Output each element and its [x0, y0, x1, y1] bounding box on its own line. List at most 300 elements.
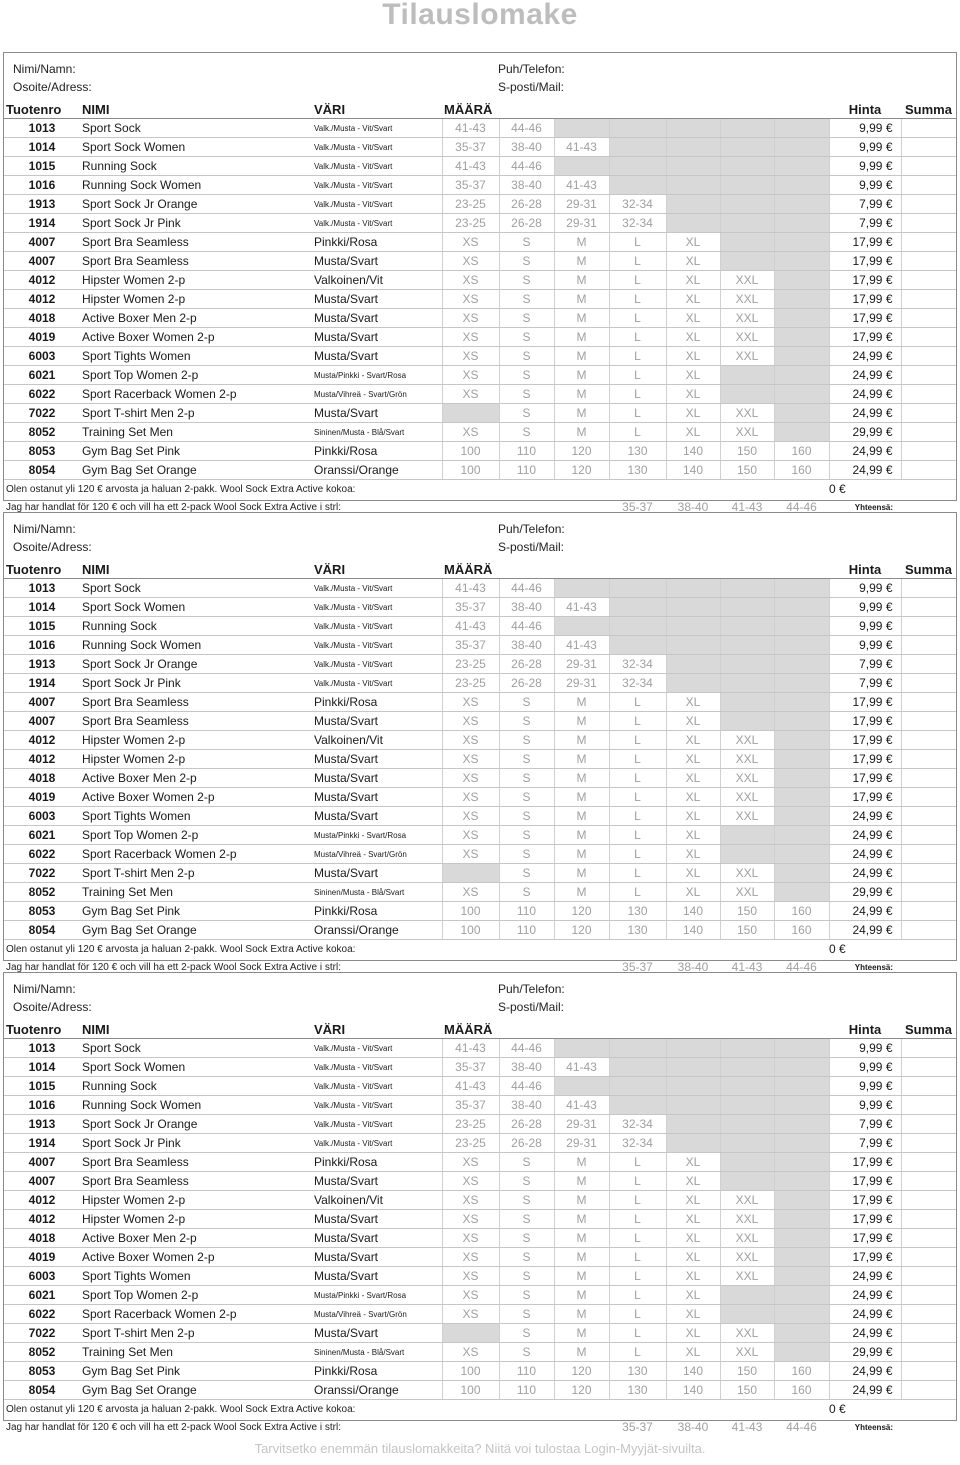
size-qty-cell[interactable]: XL: [666, 328, 720, 347]
size-qty-cell[interactable]: S: [499, 864, 554, 883]
product-sum-field[interactable]: [901, 404, 956, 423]
product-sum-field[interactable]: [901, 598, 956, 617]
size-qty-cell[interactable]: XL: [666, 1172, 720, 1191]
size-qty-cell[interactable]: 140: [666, 1381, 720, 1400]
product-sum-field[interactable]: [901, 423, 956, 442]
size-qty-cell[interactable]: XS: [442, 252, 499, 271]
product-sum-field[interactable]: [901, 693, 956, 712]
product-sum-field[interactable]: [901, 655, 956, 674]
size-qty-cell[interactable]: S: [499, 385, 554, 404]
wool-sock-size-option[interactable]: 41-43: [731, 499, 763, 514]
size-qty-cell[interactable]: XXL: [720, 807, 774, 826]
size-qty-cell[interactable]: L: [609, 712, 666, 731]
size-qty-cell[interactable]: 41-43: [442, 1077, 499, 1096]
size-qty-cell[interactable]: S: [499, 1324, 554, 1343]
product-sum-field[interactable]: [901, 1267, 956, 1286]
size-qty-cell[interactable]: M: [554, 769, 609, 788]
product-sum-field[interactable]: [901, 157, 956, 176]
size-qty-cell[interactable]: M: [554, 1305, 609, 1324]
size-qty-cell[interactable]: XS: [442, 1172, 499, 1191]
size-qty-cell[interactable]: 140: [666, 921, 720, 940]
size-qty-cell[interactable]: XL: [666, 1267, 720, 1286]
size-qty-cell[interactable]: XS: [442, 366, 499, 385]
size-qty-cell[interactable]: 100: [442, 461, 499, 480]
size-qty-cell[interactable]: XL: [666, 845, 720, 864]
size-qty-cell[interactable]: 160: [774, 1362, 829, 1381]
size-qty-cell[interactable]: M: [554, 1153, 609, 1172]
size-qty-cell[interactable]: 23-25: [442, 214, 499, 233]
product-sum-field[interactable]: [901, 290, 956, 309]
size-qty-cell[interactable]: XL: [666, 769, 720, 788]
size-qty-cell[interactable]: S: [499, 328, 554, 347]
size-qty-cell[interactable]: 41-43: [554, 1096, 609, 1115]
size-qty-cell[interactable]: 23-25: [442, 195, 499, 214]
size-qty-cell[interactable]: 130: [609, 442, 666, 461]
size-qty-cell[interactable]: XL: [666, 883, 720, 902]
size-qty-cell[interactable]: 140: [666, 442, 720, 461]
size-qty-cell[interactable]: XS: [442, 750, 499, 769]
size-qty-cell[interactable]: L: [609, 1286, 666, 1305]
product-sum-field[interactable]: [901, 845, 956, 864]
size-qty-cell[interactable]: S: [499, 271, 554, 290]
size-qty-cell[interactable]: 23-25: [442, 1115, 499, 1134]
size-qty-cell[interactable]: 35-37: [442, 636, 499, 655]
size-qty-cell[interactable]: L: [609, 1343, 666, 1362]
size-qty-cell[interactable]: 32-34: [609, 214, 666, 233]
size-qty-cell[interactable]: XL: [666, 1324, 720, 1343]
size-qty-cell[interactable]: XL: [666, 1210, 720, 1229]
size-qty-cell[interactable]: XL: [666, 290, 720, 309]
wool-sock-size-option[interactable]: 41-43: [731, 1419, 763, 1434]
size-qty-cell[interactable]: 150: [720, 1362, 774, 1381]
size-qty-cell[interactable]: XS: [442, 1210, 499, 1229]
size-qty-cell[interactable]: XS: [442, 1343, 499, 1362]
product-sum-field[interactable]: [901, 1286, 956, 1305]
size-qty-cell[interactable]: S: [499, 788, 554, 807]
wool-sock-size-option[interactable]: 44-46: [786, 1419, 817, 1434]
size-qty-cell[interactable]: L: [609, 1153, 666, 1172]
size-qty-cell[interactable]: 23-25: [442, 1134, 499, 1153]
size-qty-cell[interactable]: XS: [442, 271, 499, 290]
size-qty-cell[interactable]: L: [609, 1229, 666, 1248]
size-qty-cell[interactable]: S: [499, 750, 554, 769]
size-qty-cell[interactable]: 26-28: [499, 1134, 554, 1153]
size-qty-cell[interactable]: XS: [442, 769, 499, 788]
size-qty-cell[interactable]: L: [609, 1267, 666, 1286]
size-qty-cell[interactable]: 160: [774, 902, 829, 921]
product-sum-field[interactable]: [901, 807, 956, 826]
size-qty-cell[interactable]: L: [609, 1324, 666, 1343]
size-qty-cell[interactable]: L: [609, 1305, 666, 1324]
size-qty-cell[interactable]: XXL: [720, 1343, 774, 1362]
size-qty-cell[interactable]: 23-25: [442, 674, 499, 693]
size-qty-cell[interactable]: XXL: [720, 1210, 774, 1229]
product-sum-field[interactable]: [901, 385, 956, 404]
size-qty-cell[interactable]: 130: [609, 902, 666, 921]
size-qty-cell[interactable]: M: [554, 385, 609, 404]
size-qty-cell[interactable]: XXL: [720, 271, 774, 290]
product-sum-field[interactable]: [901, 636, 956, 655]
size-qty-cell[interactable]: 140: [666, 461, 720, 480]
size-qty-cell[interactable]: 140: [666, 902, 720, 921]
wool-sock-size-option[interactable]: 35-37: [622, 1419, 653, 1434]
size-qty-cell[interactable]: L: [609, 693, 666, 712]
product-sum-field[interactable]: [901, 328, 956, 347]
size-qty-cell[interactable]: S: [499, 1267, 554, 1286]
size-qty-cell[interactable]: S: [499, 1343, 554, 1362]
size-qty-cell[interactable]: M: [554, 252, 609, 271]
size-qty-cell[interactable]: 44-46: [499, 1039, 554, 1058]
size-qty-cell[interactable]: 100: [442, 442, 499, 461]
wool-sock-size-option[interactable]: 44-46: [786, 959, 817, 974]
size-qty-cell[interactable]: M: [554, 1267, 609, 1286]
product-sum-field[interactable]: [901, 1248, 956, 1267]
size-qty-cell[interactable]: 44-46: [499, 579, 554, 598]
size-qty-cell[interactable]: M: [554, 1343, 609, 1362]
size-qty-cell[interactable]: XXL: [720, 309, 774, 328]
size-qty-cell[interactable]: XL: [666, 750, 720, 769]
size-qty-cell[interactable]: 41-43: [554, 636, 609, 655]
size-qty-cell[interactable]: XS: [442, 290, 499, 309]
size-qty-cell[interactable]: XL: [666, 712, 720, 731]
size-qty-cell[interactable]: 26-28: [499, 214, 554, 233]
size-qty-cell[interactable]: 140: [666, 1362, 720, 1381]
size-qty-cell[interactable]: 160: [774, 442, 829, 461]
size-qty-cell[interactable]: M: [554, 347, 609, 366]
size-qty-cell[interactable]: L: [609, 1248, 666, 1267]
size-qty-cell[interactable]: 120: [554, 902, 609, 921]
size-qty-cell[interactable]: M: [554, 423, 609, 442]
product-sum-field[interactable]: [901, 1039, 956, 1058]
wool-sock-size-option[interactable]: 35-37: [622, 959, 653, 974]
size-qty-cell[interactable]: 38-40: [499, 598, 554, 617]
size-qty-cell[interactable]: 41-43: [554, 138, 609, 157]
size-qty-cell[interactable]: M: [554, 1286, 609, 1305]
size-qty-cell[interactable]: L: [609, 1210, 666, 1229]
wool-sock-size-option[interactable]: 35-37: [622, 499, 653, 514]
size-qty-cell[interactable]: 38-40: [499, 176, 554, 195]
product-sum-field[interactable]: [901, 1096, 956, 1115]
size-qty-cell[interactable]: 29-31: [554, 655, 609, 674]
size-qty-cell[interactable]: S: [499, 845, 554, 864]
product-sum-field[interactable]: [901, 1077, 956, 1096]
size-qty-cell[interactable]: L: [609, 769, 666, 788]
size-qty-cell[interactable]: S: [499, 366, 554, 385]
wool-sock-size-option[interactable]: 41-43: [731, 959, 763, 974]
size-qty-cell[interactable]: 38-40: [499, 1096, 554, 1115]
size-qty-cell[interactable]: M: [554, 233, 609, 252]
size-qty-cell[interactable]: M: [554, 883, 609, 902]
product-sum-field[interactable]: [901, 1058, 956, 1077]
size-qty-cell[interactable]: S: [499, 1153, 554, 1172]
size-qty-cell[interactable]: L: [609, 423, 666, 442]
size-qty-cell[interactable]: S: [499, 423, 554, 442]
size-qty-cell[interactable]: 160: [774, 1381, 829, 1400]
size-qty-cell[interactable]: L: [609, 233, 666, 252]
product-sum-field[interactable]: [901, 195, 956, 214]
size-qty-cell[interactable]: XXL: [720, 864, 774, 883]
size-qty-cell[interactable]: 26-28: [499, 195, 554, 214]
size-qty-cell[interactable]: S: [499, 883, 554, 902]
size-qty-cell[interactable]: L: [609, 788, 666, 807]
size-qty-cell[interactable]: XL: [666, 366, 720, 385]
size-qty-cell[interactable]: 100: [442, 902, 499, 921]
size-qty-cell[interactable]: XXL: [720, 1267, 774, 1286]
size-qty-cell[interactable]: M: [554, 788, 609, 807]
size-qty-cell[interactable]: 41-43: [442, 617, 499, 636]
size-qty-cell[interactable]: S: [499, 1172, 554, 1191]
size-qty-cell[interactable]: 110: [499, 461, 554, 480]
size-qty-cell[interactable]: L: [609, 807, 666, 826]
size-qty-cell[interactable]: M: [554, 1248, 609, 1267]
size-qty-cell[interactable]: 35-37: [442, 138, 499, 157]
size-qty-cell[interactable]: 35-37: [442, 1058, 499, 1077]
size-qty-cell[interactable]: 29-31: [554, 1115, 609, 1134]
size-qty-cell[interactable]: XL: [666, 693, 720, 712]
size-qty-cell[interactable]: XXL: [720, 788, 774, 807]
size-qty-cell[interactable]: 130: [609, 461, 666, 480]
size-qty-cell[interactable]: 38-40: [499, 636, 554, 655]
size-qty-cell[interactable]: 130: [609, 1362, 666, 1381]
size-qty-cell[interactable]: M: [554, 1172, 609, 1191]
size-qty-cell[interactable]: S: [499, 309, 554, 328]
size-qty-cell[interactable]: XXL: [720, 1229, 774, 1248]
product-sum-field[interactable]: [901, 674, 956, 693]
size-qty-cell[interactable]: S: [499, 1229, 554, 1248]
size-qty-cell[interactable]: XL: [666, 423, 720, 442]
size-qty-cell[interactable]: XL: [666, 788, 720, 807]
size-qty-cell[interactable]: 110: [499, 902, 554, 921]
size-qty-cell[interactable]: XXL: [720, 750, 774, 769]
size-qty-cell[interactable]: XS: [442, 807, 499, 826]
size-qty-cell[interactable]: 100: [442, 921, 499, 940]
size-qty-cell[interactable]: L: [609, 366, 666, 385]
size-qty-cell[interactable]: M: [554, 271, 609, 290]
size-qty-cell[interactable]: S: [499, 404, 554, 423]
size-qty-cell[interactable]: XS: [442, 788, 499, 807]
size-qty-cell[interactable]: S: [499, 290, 554, 309]
size-qty-cell[interactable]: M: [554, 731, 609, 750]
size-qty-cell[interactable]: XXL: [720, 769, 774, 788]
size-qty-cell[interactable]: 29-31: [554, 674, 609, 693]
product-sum-field[interactable]: [901, 1305, 956, 1324]
product-sum-field[interactable]: [901, 271, 956, 290]
size-qty-cell[interactable]: XL: [666, 826, 720, 845]
size-qty-cell[interactable]: M: [554, 1324, 609, 1343]
size-qty-cell[interactable]: S: [499, 1305, 554, 1324]
size-qty-cell[interactable]: 41-43: [554, 598, 609, 617]
size-qty-cell[interactable]: XL: [666, 1248, 720, 1267]
size-qty-cell[interactable]: XS: [442, 693, 499, 712]
product-sum-field[interactable]: [901, 347, 956, 366]
size-qty-cell[interactable]: S: [499, 731, 554, 750]
size-qty-cell[interactable]: XXL: [720, 1324, 774, 1343]
size-qty-cell[interactable]: 110: [499, 1362, 554, 1381]
product-sum-field[interactable]: [901, 826, 956, 845]
size-qty-cell[interactable]: L: [609, 404, 666, 423]
size-qty-cell[interactable]: 110: [499, 442, 554, 461]
size-qty-cell[interactable]: S: [499, 1210, 554, 1229]
size-qty-cell[interactable]: XS: [442, 328, 499, 347]
product-sum-field[interactable]: [901, 883, 956, 902]
size-qty-cell[interactable]: XS: [442, 826, 499, 845]
product-sum-field[interactable]: [901, 1324, 956, 1343]
wool-sock-size-option[interactable]: 44-46: [786, 499, 817, 514]
size-qty-cell[interactable]: XL: [666, 1229, 720, 1248]
size-qty-cell[interactable]: XL: [666, 1343, 720, 1362]
size-qty-cell[interactable]: XL: [666, 271, 720, 290]
size-qty-cell[interactable]: L: [609, 750, 666, 769]
product-sum-field[interactable]: [901, 617, 956, 636]
size-qty-cell[interactable]: 35-37: [442, 1096, 499, 1115]
product-sum-field[interactable]: [901, 579, 956, 598]
size-qty-cell[interactable]: XXL: [720, 1191, 774, 1210]
size-qty-cell[interactable]: 29-31: [554, 214, 609, 233]
size-qty-cell[interactable]: 23-25: [442, 655, 499, 674]
size-qty-cell[interactable]: S: [499, 712, 554, 731]
size-qty-cell[interactable]: S: [499, 807, 554, 826]
size-qty-cell[interactable]: L: [609, 347, 666, 366]
product-sum-field[interactable]: [901, 176, 956, 195]
size-qty-cell[interactable]: 41-43: [442, 119, 499, 138]
product-sum-field[interactable]: [901, 1134, 956, 1153]
product-sum-field[interactable]: [901, 1362, 956, 1381]
size-qty-cell[interactable]: 150: [720, 442, 774, 461]
size-qty-cell[interactable]: L: [609, 290, 666, 309]
size-qty-cell[interactable]: XS: [442, 845, 499, 864]
size-qty-cell[interactable]: M: [554, 1191, 609, 1210]
size-qty-cell[interactable]: L: [609, 864, 666, 883]
product-sum-field[interactable]: [901, 731, 956, 750]
size-qty-cell[interactable]: XL: [666, 1305, 720, 1324]
size-qty-cell[interactable]: XL: [666, 385, 720, 404]
size-qty-cell[interactable]: 35-37: [442, 176, 499, 195]
product-sum-field[interactable]: [901, 1210, 956, 1229]
size-qty-cell[interactable]: M: [554, 1229, 609, 1248]
product-sum-field[interactable]: [901, 233, 956, 252]
size-qty-cell[interactable]: L: [609, 1172, 666, 1191]
size-qty-cell[interactable]: XL: [666, 1153, 720, 1172]
size-qty-cell[interactable]: L: [609, 271, 666, 290]
size-qty-cell[interactable]: XS: [442, 731, 499, 750]
product-sum-field[interactable]: [901, 902, 956, 921]
size-qty-cell[interactable]: M: [554, 845, 609, 864]
wool-sock-size-option[interactable]: 38-40: [677, 959, 709, 974]
size-qty-cell[interactable]: 130: [609, 1381, 666, 1400]
size-qty-cell[interactable]: 41-43: [442, 157, 499, 176]
size-qty-cell[interactable]: XXL: [720, 404, 774, 423]
product-sum-field[interactable]: [901, 138, 956, 157]
product-sum-field[interactable]: [901, 119, 956, 138]
size-qty-cell[interactable]: 110: [499, 1381, 554, 1400]
size-qty-cell[interactable]: L: [609, 731, 666, 750]
size-qty-cell[interactable]: S: [499, 826, 554, 845]
size-qty-cell[interactable]: 35-37: [442, 598, 499, 617]
size-qty-cell[interactable]: L: [609, 385, 666, 404]
product-sum-field[interactable]: [901, 214, 956, 233]
size-qty-cell[interactable]: XXL: [720, 423, 774, 442]
size-qty-cell[interactable]: 120: [554, 1362, 609, 1381]
size-qty-cell[interactable]: XS: [442, 1267, 499, 1286]
size-qty-cell[interactable]: 44-46: [499, 617, 554, 636]
size-qty-cell[interactable]: 150: [720, 461, 774, 480]
size-qty-cell[interactable]: M: [554, 290, 609, 309]
size-qty-cell[interactable]: 130: [609, 921, 666, 940]
size-qty-cell[interactable]: 32-34: [609, 655, 666, 674]
size-qty-cell[interactable]: 160: [774, 461, 829, 480]
size-qty-cell[interactable]: 44-46: [499, 119, 554, 138]
size-qty-cell[interactable]: XXL: [720, 883, 774, 902]
size-qty-cell[interactable]: XL: [666, 252, 720, 271]
size-qty-cell[interactable]: XS: [442, 1153, 499, 1172]
size-qty-cell[interactable]: L: [609, 1191, 666, 1210]
size-qty-cell[interactable]: S: [499, 693, 554, 712]
size-qty-cell[interactable]: 41-43: [554, 176, 609, 195]
size-qty-cell[interactable]: M: [554, 328, 609, 347]
size-qty-cell[interactable]: 120: [554, 1381, 609, 1400]
size-qty-cell[interactable]: S: [499, 1286, 554, 1305]
size-qty-cell[interactable]: M: [554, 750, 609, 769]
size-qty-cell[interactable]: L: [609, 845, 666, 864]
size-qty-cell[interactable]: L: [609, 328, 666, 347]
size-qty-cell[interactable]: S: [499, 347, 554, 366]
size-qty-cell[interactable]: XS: [442, 309, 499, 328]
size-qty-cell[interactable]: 32-34: [609, 195, 666, 214]
size-qty-cell[interactable]: M: [554, 693, 609, 712]
wool-sock-size-option[interactable]: 38-40: [677, 1419, 709, 1434]
size-qty-cell[interactable]: L: [609, 252, 666, 271]
size-qty-cell[interactable]: XXL: [720, 347, 774, 366]
size-qty-cell[interactable]: L: [609, 826, 666, 845]
size-qty-cell[interactable]: XS: [442, 712, 499, 731]
size-qty-cell[interactable]: M: [554, 712, 609, 731]
size-qty-cell[interactable]: S: [499, 1248, 554, 1267]
product-sum-field[interactable]: [901, 252, 956, 271]
size-qty-cell[interactable]: XS: [442, 347, 499, 366]
product-sum-field[interactable]: [901, 750, 956, 769]
size-qty-cell[interactable]: M: [554, 807, 609, 826]
size-qty-cell[interactable]: 110: [499, 921, 554, 940]
size-qty-cell[interactable]: XS: [442, 233, 499, 252]
size-qty-cell[interactable]: 150: [720, 921, 774, 940]
size-qty-cell[interactable]: XXL: [720, 1248, 774, 1267]
size-qty-cell[interactable]: 41-43: [442, 1039, 499, 1058]
size-qty-cell[interactable]: L: [609, 883, 666, 902]
size-qty-cell[interactable]: 26-28: [499, 1115, 554, 1134]
size-qty-cell[interactable]: M: [554, 366, 609, 385]
size-qty-cell[interactable]: XL: [666, 1191, 720, 1210]
product-sum-field[interactable]: [901, 1381, 956, 1400]
size-qty-cell[interactable]: 44-46: [499, 1077, 554, 1096]
size-qty-cell[interactable]: 38-40: [499, 138, 554, 157]
size-qty-cell[interactable]: XS: [442, 883, 499, 902]
size-qty-cell[interactable]: 38-40: [499, 1058, 554, 1077]
size-qty-cell[interactable]: 29-31: [554, 1134, 609, 1153]
product-sum-field[interactable]: [901, 1191, 956, 1210]
size-qty-cell[interactable]: S: [499, 252, 554, 271]
size-qty-cell[interactable]: 150: [720, 1381, 774, 1400]
size-qty-cell[interactable]: XS: [442, 1191, 499, 1210]
size-qty-cell[interactable]: 44-46: [499, 157, 554, 176]
size-qty-cell[interactable]: XXL: [720, 290, 774, 309]
size-qty-cell[interactable]: 100: [442, 1381, 499, 1400]
product-sum-field[interactable]: [901, 788, 956, 807]
size-qty-cell[interactable]: M: [554, 1210, 609, 1229]
size-qty-cell[interactable]: XL: [666, 404, 720, 423]
product-sum-field[interactable]: [901, 712, 956, 731]
size-qty-cell[interactable]: 26-28: [499, 655, 554, 674]
size-qty-cell[interactable]: M: [554, 309, 609, 328]
